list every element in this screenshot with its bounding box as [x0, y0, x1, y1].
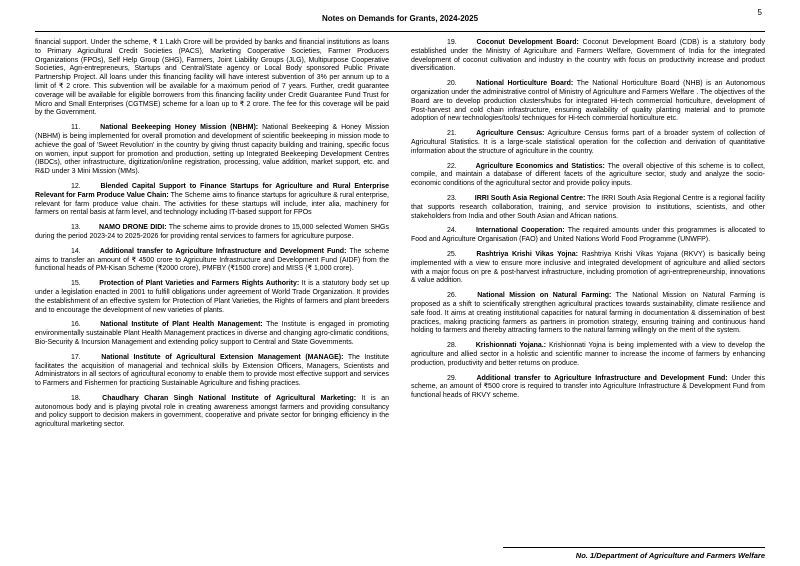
grant-note-item-22: [411, 163, 765, 189]
grant-note-item-12: [35, 183, 389, 218]
item-number: 29.: [447, 374, 457, 382]
item-title: National Beekeeping Honey Mission (NBHM):: [100, 124, 259, 132]
item-number: 20.: [447, 80, 457, 88]
grant-note-item-28: [411, 342, 765, 368]
item-body: Under this scheme, an amount of ₹500 crore is required to transfer into Agriculture Infrastructure & Development Fund from functional heads of RKVY scheme.: [411, 374, 765, 400]
item-title: Blended Capital Support to Finance Startups for Agriculture and Rural Enterprise Relevant for Farm Produce Value Chain:: [35, 182, 389, 199]
item-title: Agriculture Census:: [476, 130, 545, 138]
item-body: The Institute is engaged in promoting environmentally sustainable Plant Health Management practices in diverse and changing agro-climatic conditions, Bio-Security & Incursion Management and extending policy support to Central and State Governments.: [35, 321, 389, 346]
item-title: Additional transfer to Agriculture Infrastructure and Development Fund:: [99, 247, 347, 255]
item-body: The overall objective of this scheme is to collect, compile, and maintain a database of different facets of the agriculture sector, study and analyze the socio-economic conditions of the agricultural sector and provide policy inputs.: [411, 162, 765, 188]
item-number: 19.: [447, 39, 457, 46]
grant-note-item-14: [35, 248, 389, 274]
page-footer: [503, 547, 765, 560]
item-title: Coconut Development Board:: [476, 39, 579, 46]
grant-note-item-23: [411, 195, 765, 221]
grant-note-item-19: [411, 39, 765, 74]
item-body: Rashtriya Krishi Vikas Yojana (RKVY) is basically being implemented with a view to ensure more inclusive and integrated development of agriculture and allied sectors with a major focus on pre & post-harvest infrastructure, including promotion of agri-entrepreneurship, innovations & value addition.: [411, 250, 765, 285]
item-body: The Institute facilitates the acquisition of managerial and technical skills by Extension Officers, Managers, Scientists and Administrators in all sectors of agricultural economy to enable them to provide most effective support and services to Farmers and Fishermen for practicing Sustainable Agriculture and fishing practices.: [35, 353, 389, 388]
grant-note-item-11: [35, 124, 389, 177]
footer-text: No. 1/Department of Agriculture and Farmers Welfare: [575, 551, 765, 560]
page-title: Notes on Demands for Grants, 2024-2025: [321, 14, 479, 23]
item-body: The National Mission on Natural Farming is proposed as a shift to scientifically strengthen agricultural practices towards sustainability, climate resilience and safe food. It aims at creating institutional capacities for natural farming in documentation & dissemination of best practices, making practicing farmers as partners in promotion strategy, ensuring training and continuous hand holding to farmers and thereby attracting farmers to the natural farming willingly on the merit of the system.: [411, 292, 765, 335]
page-header: [0, 0, 800, 29]
item-body: Coconut Development Board (CDB) is a statutory body established under the Ministry of Agriculture and Farmers Welfare, Government of India for the integrated development of coconut cultivation and industry in the country with focus on productivity increase and product diversification.: [411, 39, 765, 73]
item-body: The scheme aims to transfer an amount of ₹ 4500 crore to Agriculture Infrastructure and Development Fund (AIDF) from the functional heads of PM-Kisan Scheme (₹2000 crore), PMFBY (₹1500 crore) and MISS (₹ 1,000 crore).: [35, 247, 389, 273]
item-number: 23.: [447, 194, 457, 202]
right-column: [411, 39, 765, 436]
item-body: It is an autonomous body and is playing pivotal role in creating awareness amongst farmers and providing consultancy and policy support to decision makers in government, cooperative and private sector for bringing efficiency in the agricultural marketing sector.: [35, 394, 390, 429]
item-number: 18.: [71, 394, 81, 402]
item-number: 12.: [71, 182, 81, 190]
item-body: The required amounts under this programmes is allocated to Food and Agriculture Organisation (FAO) and United Nations World Food Programme (UNWFP).: [411, 227, 765, 244]
intro-paragraph: financial support. Under the scheme, ₹ 1 Lakh Crore will be provided by banks and financial institutions as loans to Primary Agricultural Credit Societies (PACS), Marketing Cooperative Societies, Farmer Producers Organizations (FPOs), Self Help Group (SHG), Farmers, Joint Liability Groups (JLG), Multipurpose Cooperative Societies, Agri-entrepreneurs, Startups and Central/State agency or Local Body sponsored Public Private Partnership Project. All loans under this financing facility will have interest subvention of 3% per annum up to a limit of ₹ 2 crore. This subvention will be available for a maximum period of 7 years. Further, credit guarantee coverage will be available for eligible borrowers from this financing facility under Credit Guarantee Fund Trust for Micro and Small Enterprises (CGTMSE) scheme for a loan up to ₹ 2 crore. The fee for this coverage will be paid by the Government.: [35, 39, 389, 117]
item-number: 26.: [447, 292, 457, 300]
item-title: Rashtriya Krishi Vikas Yojna:: [476, 250, 578, 258]
grant-note-item-18: [35, 395, 389, 430]
grant-note-item-21: [411, 130, 765, 156]
grant-note-item-15: [35, 280, 389, 315]
item-number: 16.: [71, 321, 81, 329]
document-body: [0, 32, 800, 436]
item-body: National Beekeeping & Honey Mission (NBHM) is being implemented for overall promotion and development of scientific beekeeping in mission mode to achieve the goal of 'Sweet Revolution' in the country by giving thrust capacity building and training, specific focus on women, input support for promotion and production, setting up Integrated Beekeeping Development Centres (IBDCs), other infrastructure, digitization/online registration, processing, value addition, market support, etc. and R&D under 3 Mini Mission (MMs).: [35, 124, 389, 176]
item-title: Krishionnati Yojana.:: [475, 342, 547, 350]
grant-note-item-29: [411, 375, 765, 401]
left-column: [35, 39, 389, 436]
item-body: The scheme aims to provide drones to 15,000 selected Women SHGs during the period 2023-24 to 2025-2026 for providing rental services to farmers for agriculture purpose.: [35, 224, 389, 240]
item-body: Agriculture Census forms part of a broader system of collection of Agricultural Statistics. It is a large-scale statistical operation for the collection and derivation of quantitative information about the structure of agriculture in the country.: [411, 130, 765, 155]
grant-note-item-24: [411, 227, 765, 245]
item-body: The IRRI South Asia Regional Centre is a regional facility that supports research collaboration, training, and service provision to institutions, scientists, and other stakeholders from India and other South Asian and African nations.: [411, 194, 765, 220]
item-number: 17.: [71, 353, 81, 361]
item-title: NAMO DRONE DIDI:: [99, 224, 167, 232]
item-title: International Cooperation:: [475, 227, 565, 235]
grant-note-item-25: [411, 251, 765, 286]
item-number: 15.: [71, 280, 81, 288]
grant-note-item-16: [35, 321, 389, 347]
item-title: Additional transfer to Agriculture Infrastructure and Development Fund:: [476, 374, 728, 382]
item-body: The Scheme aims to finance startups for agriculture & rural enterprise, relevant for farm produce value chain. The activities for these startups will include, inter alia, machinery for farmers on rental basis at farm level, and technology including IT-based support for FPOs: [35, 191, 389, 217]
item-number: 13.: [71, 224, 81, 232]
item-number: 24.: [447, 227, 457, 235]
grant-note-item-13: [35, 224, 389, 242]
item-title: Protection of Plant Varieties and Farmers Rights Authority:: [99, 280, 300, 288]
item-number: 25.: [447, 250, 457, 258]
item-title: National Institute of Plant Health Management:: [100, 321, 263, 329]
grant-note-item-26: [411, 292, 765, 336]
item-title: Agriculture Economics and Statistics:: [475, 162, 605, 170]
item-title: National Institute of Agricultural Extension Management (MANAGE):: [101, 353, 344, 361]
item-number: 22.: [447, 162, 457, 170]
item-body: Krishionnati Yojna is being implemented with a view to develop the agriculture and allied sector in a holistic and scientific manner to increase the income of farmers by enhancing production, productivity and better returns on produce.: [411, 342, 765, 367]
item-title: Chaudhary Charan Singh National Institute of Agricultural Marketing:: [102, 394, 357, 402]
item-body: It is a statutory body set up under a legislation enacted in 2001 to fulfill obligations under agreement of World Trade Organization. It provides the establishment of an effective system for Protection of Plant Varieties, the Rights of farmers and plant breeders and to encourage the development of new varieties of plants.: [35, 280, 390, 314]
grant-note-item-17: [35, 354, 389, 389]
item-number: 28.: [447, 342, 457, 350]
item-body: The National Horticulture Board (NHB) is an Autonomous organization under the administrative control of Ministry of Agriculture and Farmers Welfare . The objectives of the Board are to develop production clusters/hubs for integrated Hi-tech commercial horticulture, development of Post-harvest and cold chain infrastructure, ensuring availability of quality planting material and to promote adoption of new technologies/tools/ techniques for Hi-tech commercial horticulture etc.: [411, 80, 765, 123]
item-number: 11.: [71, 124, 81, 132]
item-number: 14.: [71, 247, 81, 255]
item-title: National Mission on Natural Farming:: [477, 292, 612, 300]
grant-note-item-20: [411, 80, 765, 124]
item-title: National Horticulture Board:: [476, 80, 574, 88]
item-title: IRRI South Asia Regional Centre:: [474, 194, 586, 202]
page-number: 5: [757, 8, 762, 17]
item-number: 21.: [447, 130, 457, 138]
